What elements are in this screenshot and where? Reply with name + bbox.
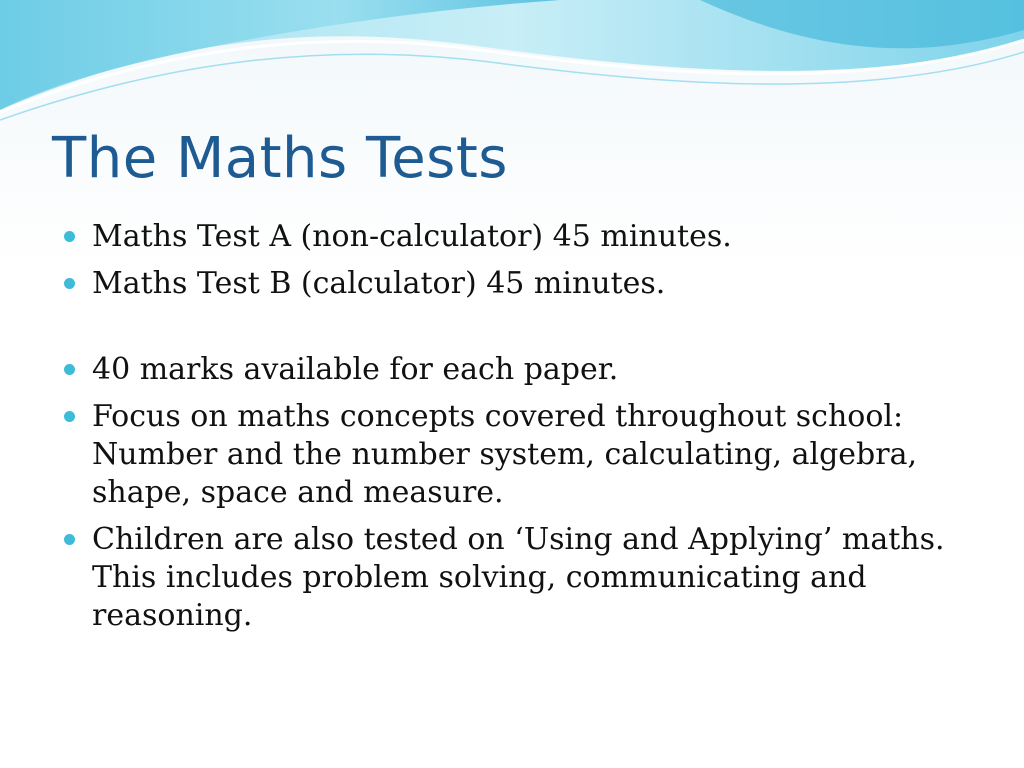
bullet-dot-icon (64, 411, 75, 422)
bullet-text: Maths Test A (non-calculator) 45 minutes. (92, 219, 732, 254)
bullet-text: Maths Test B (calculator) 45 minutes. (92, 266, 666, 301)
bullet-item (62, 521, 962, 635)
bullet-item (62, 265, 962, 303)
bullet-dot-icon (64, 534, 75, 545)
bullet-item (62, 398, 962, 512)
bullet-list (62, 218, 962, 644)
bullet-dot-icon (64, 278, 75, 289)
bullet-item (62, 218, 962, 256)
slide-title: The Maths Tests (52, 126, 508, 191)
bullet-dot-icon (64, 231, 75, 242)
decorative-wave-header (0, 0, 1024, 130)
bullet-text: 40 marks available for each paper. (92, 352, 619, 387)
bullet-text: Children are also tested on ‘Using and Applying’ maths. This includes problem solving, communicating and reasoning. (92, 522, 945, 633)
bullet-dot-icon (64, 364, 75, 375)
bullet-text: Focus on maths concepts covered throughout school: Number and the number system, calculating, algebra, shape, space and measure. (92, 399, 917, 510)
bullet-item (62, 351, 962, 389)
